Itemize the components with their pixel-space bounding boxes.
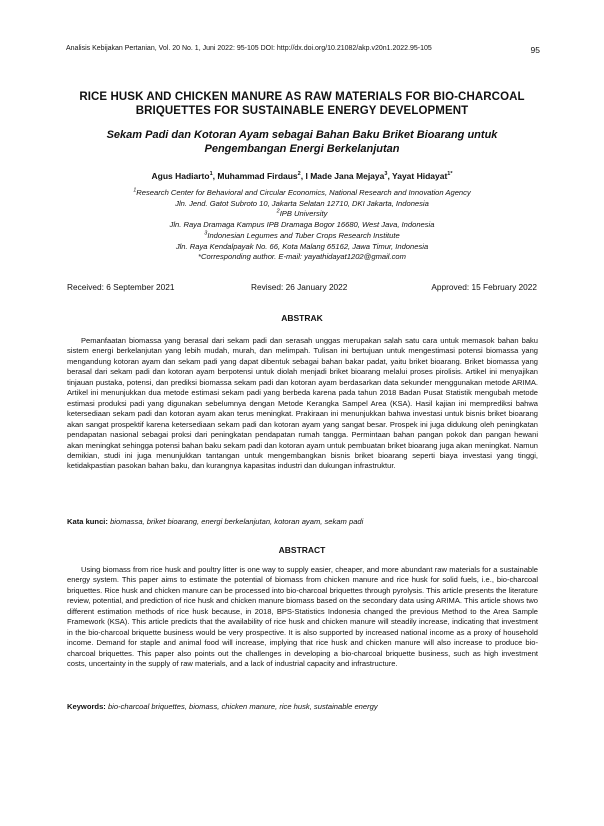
title-line-2: BRIQUETTES FOR SUSTAINABLE ENERGY DEVELOPMENT	[135, 105, 469, 117]
affiliation-sup: 1	[133, 187, 137, 194]
subtitle-line-2: Pengembangan Energi Berkelanjutan	[204, 143, 400, 155]
affiliations	[60, 188, 544, 263]
affiliation-line: Jln. Jend. Gatot Subroto 10, Jakarta Selatan 12710, DKI Jakarta, Indonesia	[175, 198, 429, 208]
author-name: Agus Hadiarto	[151, 171, 210, 181]
running-header	[66, 45, 540, 55]
affiliation-line: $^1$Research Center for Behavioral and Circular Economics, National Research and Innovation Agency	[133, 187, 471, 197]
paper-subtitle	[60, 128, 544, 156]
author-name: Muhammad Firdaus	[217, 171, 298, 181]
affiliation-line: Jln. Raya Kendalpayak No. 66, Kota Malang 65162, Jawa Timur, Indonesia	[175, 241, 429, 251]
affiliation-sup: 2	[276, 208, 280, 215]
title-line-1: RICE HUSK AND CHICKEN MANURE AS RAW MATERIALS FOR BIO-CHARCOAL	[79, 91, 525, 103]
header-citation: Analisis Kebijakan Pertanian, Vol. 20 No. 1, Juni 2022: 95-105 DOI: http://dx.doi.org/10.21082/akp.v20n1.2022.95-105	[66, 45, 432, 52]
author-sup: 3	[384, 171, 388, 178]
abstrak-text: Pemanfaatan biomassa yang berasal dari sekam padi dan serasah unggas merupakan salah satu cara untuk memasok bahan baku sistem energi berkelanjutan yang lebih mudah, murah, dan melimpah. Tulisan ini bertujuan untuk mengestimasi potensi biomassa yang mengandung kotoran ayam dan sekam padi yang dapat dibentuk sebagai bahan bakar padat, yaitu briket bioarang. Briket biomassa yang berasal dari sekam padi dan kotoran ayam berpotensi untuk diolah menjadi briket bioarang melalui proses pirolisis. Artikel ini menyajikan tinjauan pustaka, potensi, dan prediksi biomassa sekam padi dan kotoran ayam berdasarkan data sekunder menggunakan metode ARIMA. Artikel ini menunjukkan dua metode estimasi sekam padi yang berbeda karena pada tahun 2018 Badan Pusat Statistik mengubah metode estimasi produksi padi yang digunakan sebelumnya dengan Metode Kerangka Sampel Area (KSA). Hasil kajian ini memprediksi bahwa ketersediaan sekam padi dan kotoran ayam akan terus meningkat. Prakiraan ini menunjukkan bahwa investasi untuk bisnis briket bioarang akan sangat prospektif karena ketersediaan sekam padi dan kotoran ayam yang sangat besar. Prospek ini juga didukung oleh peningkatan pendapatan nasional sebagai proksi dari peningkatan pendapatan rumah tangga. Permintaan bahan pangan pokok dan pangan hewani akan meningkat sehingga potensi bahan baku sekam padi dan kotoran ayam untuk pembuatan briket bioarang juga akan meningkat. Namun demikian, studi ini juga menunjukkan tantangan untuk mengembangkan bisnis briket bioarang seperti biaya investasi yang tinggi, ketidakpastian pasokan bahan baku, dan kurangnya kapasitas industri dan dukungan infrastruktur.	[67, 336, 538, 471]
kata-kunci-label: Kata kunci:	[67, 517, 108, 526]
keywords	[67, 702, 538, 711]
revised-date: Revised: 26 January 2022	[251, 282, 348, 292]
received-date: Received: 6 September 2021	[67, 282, 175, 292]
affiliation-line: Jln. Raya Dramaga Kampus IPB Dramaga Bogor 16680, West Java, Indonesia	[169, 220, 435, 230]
author-list: Agus Hadiarto$^1$, Muhammad Firdaus$^2$, I Made Jana Mejaya$^3$, Yayat Hidayat$^{1*}$	[151, 171, 453, 181]
author-sup: 1*	[447, 171, 453, 178]
abstrak-heading: ABSTRAK	[281, 313, 323, 323]
abstract-text: Using biomass from rice husk and poultry litter is one way to supply easier, cheaper, and more abundant raw materials for a sustainable energy system. This paper aims to estimate the potential of biomass from chicken manure and rice husk for solid fuels, i.e., bio-charcoal briquettes. Rice husk and chicken manure can be processed into bio-charcoal briquettes through pyrolysis. This article presents the literature review, potential, and prediction of rice husk and chicken manure biomass based on the secondary data using ARIMA. This article shows two different estimation methods of rice husk because, in 2018, BPS-Statistics Indonesia changed the previous Method to the Area Sample Framework (KSA). This article predicts that the availability of rice husk and chicken manure will steadily increase, indicating that investment in the bio-charcoal briquette business would be very prospective. It is also supported by increased national income as a proxy of household income. Demand for staple and animal food will increase, implying that rice husk and chicken manure will also increase to produce bio-charcoal briquettes. This paper also points out the challenges in developing a bio-charcoal briquette business, such as high investment costs, uncertainty in the supply of raw materials, and a lack of industrial capacity and infrastructure.	[67, 565, 538, 669]
subtitle-line-1: Sekam Padi dan Kotoran Ayam sebagai Bahan Baku Briket Bioarang untuk	[106, 129, 498, 141]
affiliation-line: $^3$Indonesian Legumes and Tuber Crops Research Institute	[204, 230, 400, 240]
kata-kunci-terms: biomassa, briket bioarang, energi berkelanjutan, kotoran ayam, sekam padi	[110, 517, 364, 526]
page-number: 95	[530, 45, 540, 55]
author-name: Yayat Hidayat	[392, 171, 448, 181]
author-name: I Made Jana Mejaya	[305, 171, 385, 181]
affiliation-sup: 3	[204, 230, 208, 237]
affiliation-line: $^2$IPB University	[276, 208, 328, 219]
paper-title	[60, 90, 544, 118]
keywords-label: Keywords:	[67, 702, 106, 711]
kata-kunci	[67, 517, 538, 526]
keywords-terms: bio-charcoal briquettes, biomass, chicken manure, rice husk, sustainable energy	[107, 702, 378, 711]
corresponding-author: *Corresponding author. E-mail: yayathidayat1202@gmail.com	[198, 252, 406, 262]
author-sup: 1	[209, 171, 213, 178]
author-sup: 2	[297, 171, 301, 178]
approved-date: Approved: 15 February 2022	[431, 282, 537, 292]
abstract-heading: ABSTRACT	[278, 545, 326, 555]
